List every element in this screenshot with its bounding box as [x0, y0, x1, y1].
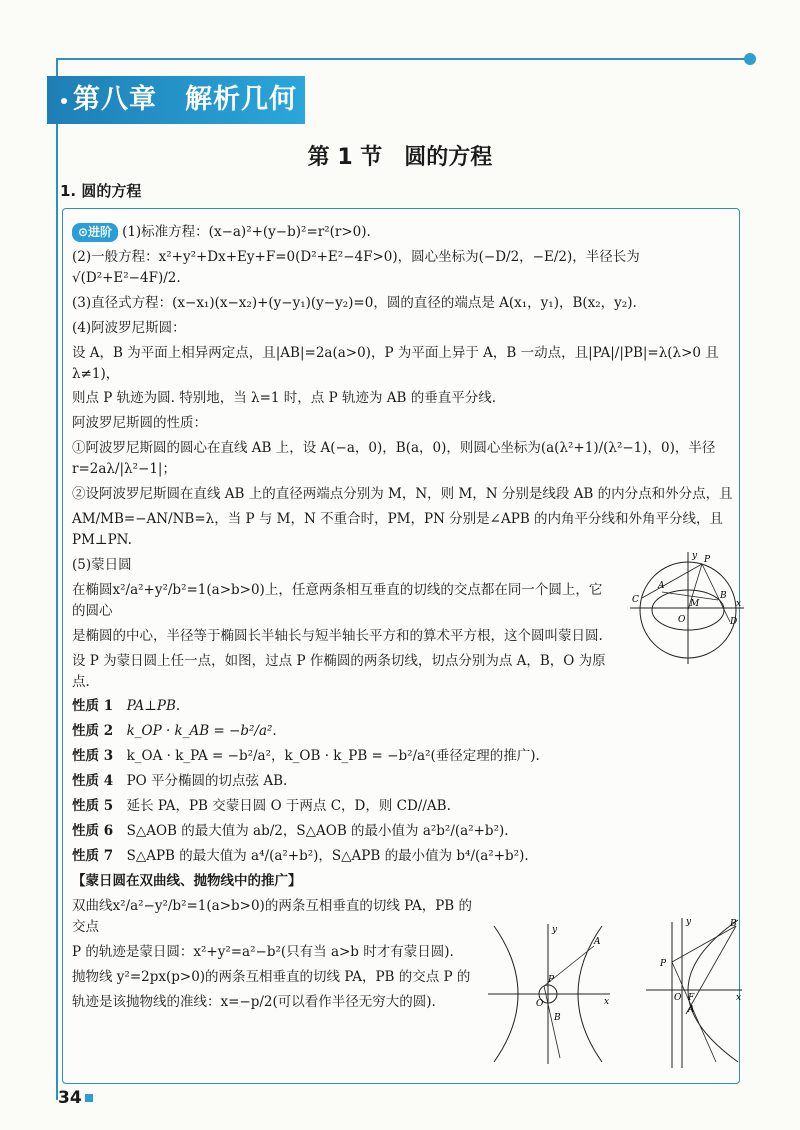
property-5: 性质 5 延长 PA，PB 交蒙日圆 O 于两点 C，D，则 CD//AB. [72, 798, 451, 815]
ext-line-1: 双曲线x²/a²−y²/b²=1(a>b>0)的两条互相垂直的切线 PA，PB 的交点 [72, 897, 473, 935]
subheading: 1. 圆的方程 [60, 182, 142, 200]
ext-line-3: 抛物线 y²=2px(p>0)的两条互相垂直的切线 PA，PB 的交点 P 的 [72, 968, 471, 985]
fig3-label-b: B [730, 919, 737, 929]
bullet-icon [61, 98, 67, 104]
line-10: AM/MB=−AN/NB=λ，当 P 与 M，N 不重合时，PM，PN 分别是∠APB 的内角平分线和外角平分线，且 PM⊥PN. [72, 511, 724, 548]
fig3-label-a: A [688, 1005, 695, 1015]
header-dot [744, 53, 756, 65]
fig3-label-x: x [736, 993, 742, 1003]
fig2-label-o: O [536, 999, 544, 1009]
fig2-label-x: x [604, 997, 610, 1007]
monge-circle-figure [626, 548, 746, 668]
section-title: 第 1 节 圆的方程 [307, 145, 493, 170]
line-4: (4)阿波罗尼斯圆： [72, 319, 186, 336]
chapter-banner [47, 76, 305, 124]
fig2-label-a: A [594, 937, 601, 947]
line-6: 则点 P 轨迹为圆. 特别地，当 λ=1 时，点 P 轨迹为 AB 的垂直平分线. [72, 390, 496, 407]
line-9: ②设阿波罗尼斯圆在直线 AB 上的直径两端点分别为 M，N，则 M，N 分别是线段 AB 的内分点和外分点，且 [72, 486, 733, 503]
fig1-label-p: P [704, 555, 711, 565]
fig2-label-y: y [552, 925, 558, 935]
line-12: 在椭圆x²/a²+y²/b²=1(a>b>0)上，任意两条相互垂直的切线的交点都在同一个圆上，它的圆心 [72, 581, 603, 619]
property-6: 性质 6 S△AOB 的最大值为 ab/2，S△AOB 的最小值为 a²b²/(a²+b²). [72, 823, 509, 840]
line-13: 是椭圆的中心，半径等于椭圆长半轴长与短半轴长平方和的算术平方根，这个圆叫蒙日圆. [72, 627, 603, 644]
fig3-label-f: F [688, 993, 695, 1003]
ext-line-4: 轨迹是该抛物线的准线：x=−p/2(可以看作半径无穷大的圆). [72, 993, 436, 1010]
property-2: 性质 2 k_OP · k_AB = −b²/a². [72, 723, 277, 740]
line-11: (5)蒙日圆 [72, 556, 132, 573]
parabola-figure [642, 912, 746, 1072]
line-3: (3)直径式方程：(x−x₁)(x−x₂)+(y−y₁)(y−y₂)=0，圆的直径的端点是 A(x₁，y₁)，B(x₂，y₂). [72, 294, 637, 311]
fig2-label-b: B [554, 1013, 561, 1023]
fig1-label-b: B [720, 591, 727, 601]
property-1: 性质 1 PA⊥PB. [72, 698, 181, 715]
margin-rule [56, 60, 58, 1100]
fig1-label-a: A [658, 581, 665, 591]
property-3: 性质 3 k_OA · k_PA = −b²/a²，k_OB · k_PB = −b²/a²(垂径定理的推广). [72, 748, 540, 765]
advanced-badge: ⊙进阶 [72, 223, 118, 242]
line-2: (2)一般方程：x²+y²+Dx+Ey+F=0(D²+E²−4F>0)，圆心坐标为(−D/2，−E/2)，半径长为√(D²+E²−4F)/2. [72, 248, 640, 286]
fig1-label-y: y [692, 551, 698, 561]
fig3-label-o: O [674, 993, 682, 1003]
page-number: 34 [58, 1088, 93, 1108]
line-14: 设 P 为蒙日圆上任一点，如图，过点 P 作椭圆的两条切线，切点分别为点 A，B，O 为原点. [72, 652, 606, 690]
property-4: 性质 4 PO 平分椭圆的切点弦 AB. [72, 773, 288, 790]
line-1: ⊙进阶 (1)标准方程：(x−a)²+(y−b)²=r²(r>0). [72, 222, 734, 243]
fig3-label-y: y [686, 917, 692, 927]
fig1-label-c: C [632, 595, 639, 605]
line-8: ①阿波罗尼斯圆的圆心在直线 AB 上，设 A(−a，0)，B(a，0)，则圆心坐标为(a(λ²+1)/(λ²−1)，0)，半径 r=2aλ/|λ²−1|； [72, 440, 716, 478]
line-7: 阿波罗尼斯圆的性质： [72, 415, 207, 432]
ext-line-2: P 的轨迹是蒙日圆：x²+y²=a²−b²(只有当 a>b 时才有蒙日圆). [72, 943, 454, 960]
fig1-label-o: O [678, 615, 686, 625]
line-5: 设 A，B 为平面上相异两定点，且|AB|=2a(a>0)，P 为平面上异于 A，B 一动点，且|PA|/|PB|=λ(λ>0 且 λ≠1)， [72, 344, 719, 382]
extension-heading: 【蒙日圆在双曲线、抛物线中的推广】 [72, 872, 302, 889]
fig1-label-d: D [730, 617, 738, 627]
chapter-title: 第八章 解析几何 [73, 84, 297, 115]
fig1-label-x: x [736, 599, 742, 609]
header-rule [56, 58, 752, 60]
property-7: 性质 7 S△APB 的最大值为 a⁴/(a²+b²)，S△APB 的最小值为 b⁴/(a²+b²). [72, 847, 529, 864]
fig2-label-p: P [548, 975, 555, 985]
fig3-label-p: P [660, 959, 667, 969]
fig1-label-m: M [690, 599, 700, 609]
hyperbola-figure [484, 918, 614, 1068]
page-marker-icon [85, 1094, 93, 1102]
